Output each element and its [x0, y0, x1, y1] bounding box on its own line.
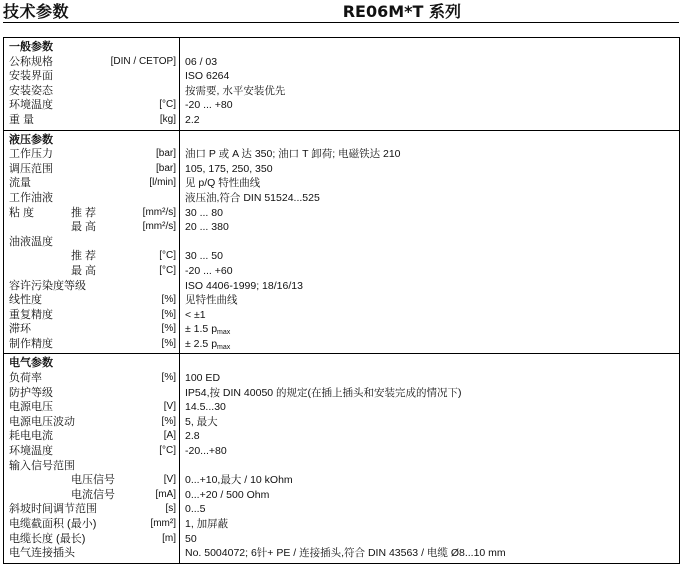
param-value-cell	[180, 502, 679, 517]
spec-row	[4, 264, 679, 279]
spec-row	[4, 162, 679, 177]
section-title: 电气参数	[4, 356, 180, 371]
param-unit: [kg]	[159, 113, 176, 125]
param-unit: [V]	[163, 474, 176, 486]
param-label: 工作压力	[9, 148, 53, 161]
param-value: 0...5	[185, 503, 206, 516]
param-value-cell	[180, 459, 679, 474]
spec-row	[4, 322, 679, 337]
param-label: 滞环	[9, 323, 31, 336]
section-title: 液压参数	[4, 133, 180, 148]
param-label-cell	[4, 55, 180, 70]
param-value-cell	[180, 220, 679, 235]
param-value: ISO 6264	[185, 70, 230, 83]
param-label-cell	[4, 488, 180, 503]
spec-row	[4, 459, 679, 474]
param-value-cell	[180, 191, 679, 206]
param-unit: [%]	[161, 308, 176, 320]
param-value-cell	[180, 249, 679, 264]
param-label-cell	[4, 473, 180, 488]
param-value: 油口 P 或 A 达 350; 油口 T 卸荷; 电磁铁达 210	[185, 148, 401, 161]
param-value-cell	[180, 444, 679, 459]
param-unit: [°C]	[159, 250, 176, 262]
param-value-cell	[180, 488, 679, 503]
param-unit: [°C]	[159, 264, 176, 276]
param-value-cell	[180, 84, 679, 99]
param-label: 制作精度	[9, 337, 53, 350]
spec-row	[4, 415, 679, 430]
param-value: 5, 最大	[185, 415, 218, 428]
param-unit: [mm²]	[150, 518, 176, 529]
param-label: 电源电压波动	[9, 415, 75, 428]
param-label-cell	[4, 415, 180, 430]
param-value: 见 p/Q 特性曲线	[185, 177, 261, 190]
param-label-cell	[4, 429, 180, 444]
param-value-cell	[180, 279, 679, 294]
param-label-cell	[4, 220, 180, 235]
param-label-cell	[4, 502, 180, 517]
param-unit: [mA]	[155, 488, 176, 500]
spec-row	[4, 206, 679, 221]
param-value-cell	[180, 517, 679, 532]
param-value: ± 2.5 p	[185, 337, 218, 350]
param-value-subscript: max	[217, 329, 231, 337]
param-value-cell	[180, 69, 679, 84]
param-label-cell	[4, 98, 180, 113]
spec-row	[4, 502, 679, 517]
param-value: 按需要, 水平安装优先	[185, 84, 286, 97]
param-label: 斜坡时间调节范围	[9, 503, 97, 516]
param-value-cell	[180, 147, 679, 162]
param-label: 公称规格	[9, 55, 53, 68]
spec-row	[4, 532, 679, 547]
spec-row	[4, 69, 679, 84]
spec-row	[4, 220, 679, 235]
spec-row	[4, 429, 679, 444]
param-value: 06 / 03	[185, 55, 218, 68]
param-value-cell	[180, 308, 679, 323]
param-unit: [V]	[163, 401, 176, 413]
param-sublabel: 电压信号	[71, 474, 115, 487]
param-label-cell	[4, 235, 180, 250]
spec-row	[4, 55, 679, 70]
param-unit: [DIN / CETOP]	[110, 55, 176, 67]
param-label-cell	[4, 264, 180, 279]
param-unit: [%]	[161, 415, 176, 427]
param-value-cell	[180, 293, 679, 308]
param-label: 电缆长度 (最长)	[9, 532, 86, 545]
param-label-cell	[4, 546, 180, 561]
param-value-cell	[180, 473, 679, 488]
param-label-cell	[4, 84, 180, 99]
param-label-cell	[4, 249, 180, 264]
spec-row	[4, 176, 679, 191]
spec-table	[3, 37, 680, 564]
section-header	[4, 40, 679, 55]
param-label: 调压范围	[9, 162, 53, 175]
param-unit: [%]	[161, 372, 176, 384]
param-label: 重 量	[9, 113, 35, 126]
param-unit: [l/min]	[149, 177, 176, 189]
spec-section	[4, 131, 679, 355]
param-label: 输入信号范围	[9, 459, 75, 472]
param-label: 油液温度	[9, 235, 53, 248]
param-value-cell	[180, 371, 679, 386]
param-sublabel: 推 荐	[71, 250, 97, 263]
spec-row	[4, 488, 679, 503]
param-label-cell	[4, 206, 180, 221]
param-value: 2.8	[185, 430, 200, 443]
param-label-cell	[4, 322, 180, 337]
page-title: 技术参数	[3, 2, 70, 21]
param-label: 负荷率	[9, 372, 42, 385]
param-value-cell	[180, 264, 679, 279]
param-label-cell	[4, 337, 180, 352]
param-unit: [bar]	[155, 148, 176, 160]
param-sublabel: 电流信号	[71, 488, 115, 501]
param-unit: [m]	[162, 532, 176, 544]
param-value: 见特性曲线	[185, 294, 238, 307]
spec-row	[4, 473, 679, 488]
series-title: RE06M*T 系列	[342, 2, 461, 21]
param-value: 30 ... 50	[185, 250, 223, 263]
param-label-cell	[4, 279, 180, 294]
param-value-cell	[180, 176, 679, 191]
param-label: 电气连接插头	[9, 547, 75, 560]
param-value-subscript: max	[217, 343, 231, 351]
param-label-cell	[4, 176, 180, 191]
param-unit: [%]	[161, 337, 176, 349]
param-unit: [s]	[165, 503, 176, 515]
param-value: 50	[185, 532, 197, 545]
param-value: 100 ED	[185, 372, 221, 385]
param-label: 电缆截面积 (最小)	[9, 518, 97, 530]
param-value: No. 5004072; 6针+ PE / 连接插头,符合 DIN 43563 / 电缆 Ø8...10 mm	[185, 547, 506, 560]
param-value: 14.5...30	[185, 401, 226, 414]
param-value-cell	[180, 429, 679, 444]
param-value-cell	[180, 162, 679, 177]
param-value: 105, 175, 250, 350	[185, 162, 273, 175]
param-value: 0...+20 / 500 Ohm	[185, 488, 270, 501]
param-label-cell	[4, 444, 180, 459]
param-label-cell	[4, 308, 180, 323]
param-value-cell	[180, 400, 679, 415]
spec-row	[4, 444, 679, 459]
param-value: 0...+10,最大 / 10 kOhm	[185, 474, 293, 487]
spec-row	[4, 147, 679, 162]
param-unit: [%]	[161, 294, 176, 306]
param-label: 容许污染度等级	[9, 279, 86, 292]
param-value: 1, 加屏蔽	[185, 518, 229, 530]
param-value-cell	[180, 98, 679, 113]
param-value-cell	[180, 206, 679, 221]
param-value-cell	[180, 235, 679, 250]
spec-row	[4, 84, 679, 99]
param-value-cell	[180, 337, 679, 352]
param-sublabel: 推 荐	[71, 206, 97, 219]
param-value: 30 ... 80	[185, 206, 223, 219]
spec-row	[4, 235, 679, 250]
param-unit: [%]	[161, 323, 176, 335]
spec-row	[4, 400, 679, 415]
param-value-cell	[180, 55, 679, 70]
param-label-cell	[4, 147, 180, 162]
param-unit: [mm²/s]	[142, 206, 176, 218]
param-label-cell	[4, 162, 180, 177]
section-header	[4, 133, 679, 148]
param-sublabel: 最 高	[71, 221, 97, 234]
param-label: 工作油液	[9, 191, 53, 204]
param-label: 安装界面	[9, 70, 53, 83]
param-label: 粘 度	[9, 206, 35, 219]
param-value: 2.2	[185, 113, 200, 126]
param-value: ± 1.5 p	[185, 323, 218, 336]
param-label-cell	[4, 459, 180, 474]
param-label: 耗电电流	[9, 430, 53, 443]
param-value-cell	[180, 322, 679, 337]
spec-row	[4, 337, 679, 352]
section-title: 一般参数	[4, 40, 180, 55]
param-value-cell	[180, 415, 679, 430]
param-value-cell	[180, 532, 679, 547]
spec-row	[4, 546, 679, 561]
param-value: < ±1	[185, 308, 206, 321]
title-divider	[3, 22, 679, 23]
param-value: IP54,按 DIN 40050 的规定(在插上插头和安装完成的情况下)	[185, 386, 462, 399]
param-label: 环境温度	[9, 99, 53, 112]
section-header	[4, 356, 679, 371]
spec-row	[4, 98, 679, 113]
param-label-cell	[4, 293, 180, 308]
param-label: 线性度	[9, 294, 42, 307]
param-label-cell	[4, 371, 180, 386]
param-label: 流量	[9, 177, 31, 190]
spec-row	[4, 517, 679, 532]
spec-row	[4, 308, 679, 323]
spec-row	[4, 113, 679, 128]
param-value: -20 ... +80	[185, 99, 233, 112]
param-label: 重复精度	[9, 308, 53, 321]
param-value-cell	[180, 546, 679, 561]
param-unit: [°C]	[159, 99, 176, 111]
param-unit: [mm²/s]	[142, 221, 176, 233]
param-label-cell	[4, 517, 180, 532]
param-label-cell	[4, 386, 180, 401]
param-sublabel: 最 高	[71, 264, 97, 277]
spec-row	[4, 191, 679, 206]
param-unit: [A]	[163, 430, 176, 442]
param-unit: [bar]	[155, 162, 176, 174]
param-value: 液压油,符合 DIN 51524...525	[185, 191, 320, 204]
param-value-cell	[180, 113, 679, 128]
param-label-cell	[4, 532, 180, 547]
param-label-cell	[4, 113, 180, 128]
param-label: 安装姿态	[9, 84, 53, 97]
spec-row	[4, 249, 679, 264]
param-value: ISO 4406-1999; 18/16/13	[185, 279, 303, 292]
param-label-cell	[4, 400, 180, 415]
param-label: 环境温度	[9, 445, 53, 458]
spec-section	[4, 354, 679, 562]
param-value: -20...+80	[185, 445, 227, 458]
param-label-cell	[4, 69, 180, 84]
spec-row	[4, 293, 679, 308]
param-label: 电源电压	[9, 401, 53, 414]
param-label-cell	[4, 191, 180, 206]
param-unit: [°C]	[159, 445, 176, 457]
spec-row	[4, 371, 679, 386]
param-value: -20 ... +60	[185, 264, 233, 277]
spec-row	[4, 386, 679, 401]
param-value: 20 ... 380	[185, 221, 229, 234]
param-label: 防护等级	[9, 386, 53, 399]
spec-row	[4, 279, 679, 294]
spec-section	[4, 38, 679, 131]
param-value-cell	[180, 386, 679, 401]
